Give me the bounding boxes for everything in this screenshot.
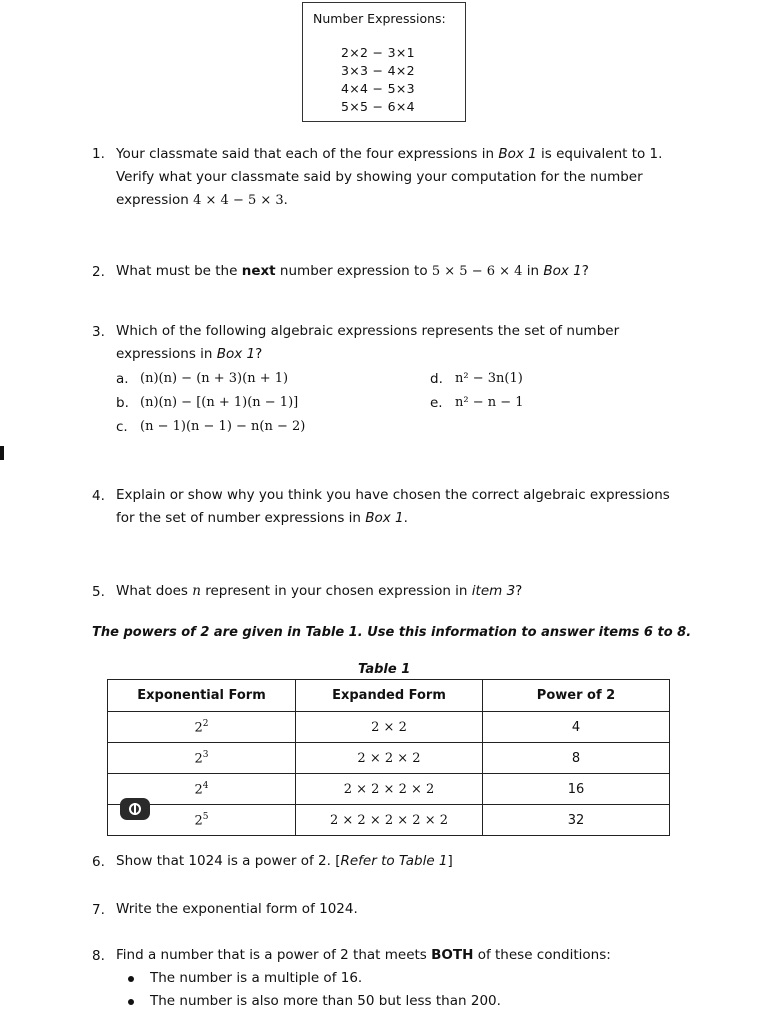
item-6-number: 6. <box>92 854 105 870</box>
option-e-expression: n² − n − 1 <box>455 395 524 410</box>
item-6-text: Show that 1024 is a power of 2. [Refer to Table 1] <box>116 853 453 869</box>
exponential-form-cell: $2^5$ <box>108 805 296 836</box>
exponential-form-cell: $2^3$ <box>108 743 296 774</box>
option-a-expression: (n)(n) − (n + 3)(n + 1) <box>140 371 289 386</box>
option-c-expression: (n − 1)(n − 1) − n(n − 2) <box>140 419 306 434</box>
box-1-row: 5×5 − 6×4 <box>341 99 415 114</box>
power-cell: 16 <box>483 774 670 805</box>
box-1-title: Number Expressions: <box>313 11 446 26</box>
box-1-row: 4×4 − 5×3 <box>341 81 415 96</box>
item-1-line-1: Your classmate said that each of the four expressions in Box 1 is equivalent to 1. <box>116 146 663 162</box>
expanded-form-cell: 2 × 2 × 2 × 2 <box>296 774 483 805</box>
table-row <box>108 743 670 774</box>
table-row <box>108 805 670 836</box>
item-4-text <box>116 484 716 530</box>
power-cell: 8 <box>483 743 670 774</box>
option-b-expression: (n)(n) − [(n + 1)(n − 1)] <box>140 395 299 410</box>
power-cell: 32 <box>483 805 670 836</box>
option-e-letter: e. <box>430 395 443 411</box>
box-1 <box>302 2 466 122</box>
box-1-row: 3×3 − 4×2 <box>341 63 415 78</box>
item-2-text: What must be the next number expression to 5 × 5 − 6 × 4 in Box 1? <box>116 263 589 279</box>
column-header: Power of 2 <box>483 680 670 712</box>
column-header: Expanded Form <box>296 680 483 712</box>
item-7-text: Write the exponential form of 1024. <box>116 901 358 917</box>
box-1-row: 2×2 − 3×1 <box>341 45 415 60</box>
option-d-expression: n² − 3n(1) <box>455 371 523 386</box>
item-1-line-2: Verify what your classmate said by showing your computation for the number <box>116 169 643 185</box>
item-7-number: 7. <box>92 902 105 918</box>
item-4-line-1: Explain or show why you think you have chosen the correct algebraic expressions <box>116 487 670 503</box>
power-cell: 4 <box>483 712 670 743</box>
column-header: Exponential Form <box>108 680 296 712</box>
item-3-line-2: expressions in Box 1? <box>116 346 263 362</box>
table-caption: Table 1 <box>358 662 411 677</box>
overlay-badge-icon[interactable] <box>120 798 150 820</box>
option-c-letter: c. <box>116 419 128 435</box>
condition-2: The number is also more than 50 but less than 200. <box>150 993 501 1009</box>
item-8-number: 8. <box>92 948 105 964</box>
item-3-number: 3. <box>92 324 105 340</box>
item-5-text: What does n represent in your chosen expression in item 3? <box>116 583 523 599</box>
expanded-form-cell: 2 × 2 <box>296 712 483 743</box>
table-header-row <box>108 680 670 712</box>
bullet-icon <box>128 999 134 1005</box>
powers-of-2-table <box>107 679 670 836</box>
item-3-text <box>116 320 686 366</box>
table-row <box>108 774 670 805</box>
option-a-letter: a. <box>116 371 129 387</box>
item-4-number: 4. <box>92 488 105 504</box>
table-instructions: The powers of 2 are given in Table 1. Use this information to answer items 6 to 8. <box>92 625 692 640</box>
item-4-line-2: for the set of number expressions in Box 1. <box>116 510 408 526</box>
exponential-form-cell: $2^4$ <box>108 774 296 805</box>
expanded-form-cell: 2 × 2 × 2 <box>296 743 483 774</box>
bullet-icon <box>128 976 134 982</box>
option-b-letter: b. <box>116 395 129 411</box>
item-8-text: Find a number that is a power of 2 that meets BOTH of these conditions: <box>116 947 611 963</box>
item-3-line-1: Which of the following algebraic expressions represents the set of number <box>116 323 620 339</box>
item-1-text <box>116 143 686 212</box>
item-1-line-3: expression 4 × 4 − 5 × 3. <box>116 192 288 208</box>
item-2-number: 2. <box>92 264 105 280</box>
item-5-number: 5. <box>92 584 105 600</box>
page-edge-mark <box>0 446 4 460</box>
condition-1: The number is a multiple of 16. <box>150 970 363 986</box>
table-row <box>108 712 670 743</box>
exponential-form-cell: $2^2$ <box>108 712 296 743</box>
item-1-number: 1. <box>92 146 105 162</box>
expanded-form-cell: 2 × 2 × 2 × 2 × 2 <box>296 805 483 836</box>
option-d-letter: d. <box>430 371 443 387</box>
